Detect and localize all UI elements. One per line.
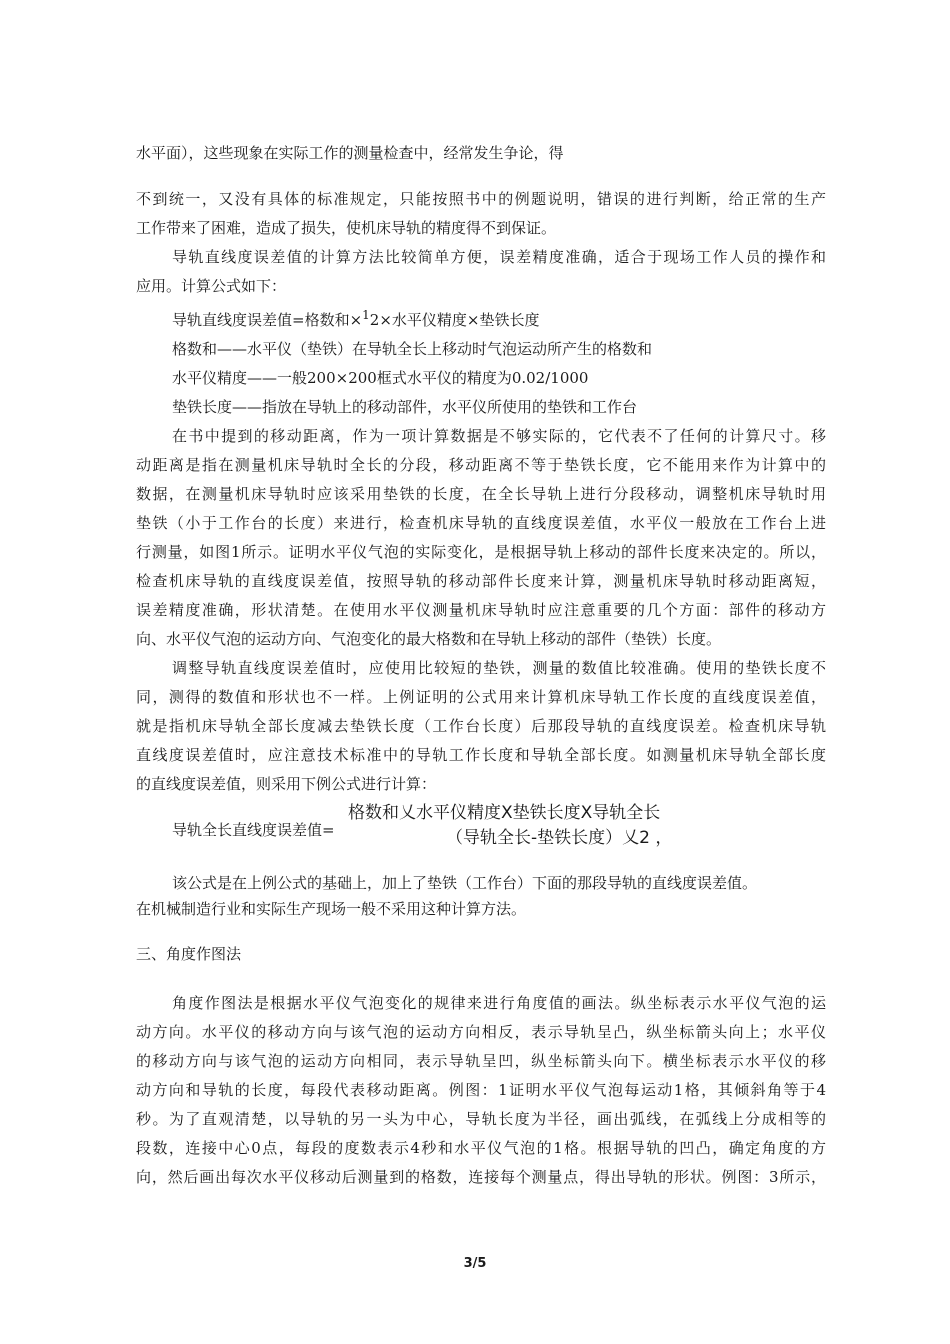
definition-item: 垫铁长度——指放在导轨上的移动部件，水平仪所使用的垫铁和工作台 bbox=[172, 398, 638, 416]
paragraph-line: 动方向和导轨的长度，每段代表移动距离。例图：1证明水平仪气泡每运动1格，其倾斜角等于4 bbox=[136, 1081, 826, 1099]
paragraph-line: 不到统一，又没有具体的标准规定，只能按照书中的例题说明，错误的进行判断，给正常的生产 bbox=[136, 190, 826, 208]
paragraph-line: 应用。计算公式如下： bbox=[136, 277, 287, 295]
formula-numerator: 格数和乂水平仪精度X垫铁长度X导轨全长 bbox=[348, 803, 661, 823]
paragraph-line: 调整导轨直线度误差值时，应使用比较短的垫铁，测量的数值比较准确。使用的垫铁长度不 bbox=[172, 659, 826, 677]
paragraph-line: 误差精度准确，形状清楚。在使用水平仪测量机床导轨时应注意重要的几个方面：部件的移动方 bbox=[136, 601, 826, 619]
section-heading: 三、角度作图法 bbox=[136, 945, 242, 963]
paragraph-line: 在机械制造行业和实际生产现场一般不采用这种计算方法。 bbox=[136, 900, 527, 918]
paragraph-line: 检查机床导轨的直线度误差值，按照导轨的移动部件长度来计算，测量机床导轨时移动距离短， bbox=[136, 572, 826, 590]
definition-item: 水平仪精度——一般200×200框式水平仪的精度为0.02/1000 bbox=[172, 369, 589, 387]
paragraph-line: 的直线度误差值，则采用下例公式进行计算： bbox=[136, 775, 437, 793]
paragraph-line: 同，测得的数值和形状也不一样。上例证明的公式用来计算机床导轨工作长度的直线度误差值， bbox=[136, 688, 826, 706]
formula-full-length-label: 导轨全长直线度误差值= bbox=[172, 821, 335, 839]
paragraph-line: 行测量，如图1所示。证明水平仪气泡的实际变化，是根据导轨上移动的部件长度来决定的。所以， bbox=[136, 543, 826, 561]
paragraph-line: 向，然后画出每次水平仪移动后测量到的格数，连接每个测量点，得出导轨的形状。例图：3所示， bbox=[136, 1168, 826, 1186]
paragraph-line: 直线度误差值时，应注意技术标准中的导轨工作长度和导轨全部长度。如测量机床导轨全部长度 bbox=[136, 746, 826, 764]
formula-denominator: （导轨全长-垫铁长度）乂2 ， bbox=[446, 828, 673, 848]
paragraph-line: 秒。为了直观清楚，以导轨的另一头为中心，导轨长度为半径，画出弧线，在弧线上分成相等的 bbox=[136, 1110, 826, 1128]
paragraph-line: 动方向。水平仪的移动方向与该气泡的运动方向相反，表示导轨呈凸，纵坐标箭头向上；水平仪 bbox=[136, 1023, 826, 1041]
definition-item: 格数和——水平仪（垫铁）在导轨全长上移动时气泡运动所产生的格数和 bbox=[172, 340, 653, 358]
paragraph-line: 段数，连接中心0点，每段的度数表示4秒和水平仪气泡的1格。根据导轨的凹凸，确定角度的方 bbox=[136, 1139, 826, 1157]
formula-prefix: 导轨直线度误差值=格数和× bbox=[172, 311, 363, 329]
paragraph-line: 该公式是在上例公式的基础上，加上了垫铁（工作台）下面的那段导轨的直线度误差值。 bbox=[172, 874, 758, 892]
paragraph-continuation: 水平面），这些现象在实际工作的测量检查中，经常发生争论，得 bbox=[136, 144, 564, 162]
paragraph-line: 角度作图法是根据水平仪气泡变化的规律来进行角度值的画法。纵坐标表示水平仪气泡的运 bbox=[172, 994, 826, 1012]
paragraph-line: 的移动方向与该气泡的运动方向相同，表示导轨呈凹，纵坐标箭头向下。横坐标表示水平仪的移 bbox=[136, 1052, 826, 1070]
paragraph-line: 向、水平仪气泡的运动方向、气泡变化的最大格数和在导轨上移动的部件（垫铁）长度。 bbox=[136, 630, 722, 648]
paragraph-line: 工作带来了困难，造成了损失，使机床导轨的精度得不到保证。 bbox=[136, 219, 557, 237]
page-number: 3/5 bbox=[463, 1256, 487, 1271]
formula-straightness bbox=[172, 310, 826, 331]
paragraph-line: 导轨直线度误差值的计算方法比较简单方便，误差精度准确，适合于现场工作人员的操作和 bbox=[172, 248, 826, 266]
paragraph-line: 在书中提到的移动距离，作为一项计算数据是不够实际的，它代表不了任何的计算尺寸。移 bbox=[172, 427, 826, 445]
paragraph-line: 垫铁（小于工作台的长度）来进行，检查机床导轨的直线度误差值，水平仪一般放在工作台上进 bbox=[136, 514, 826, 532]
formula-superscript: 1 bbox=[362, 308, 370, 322]
paragraph-line: 动距离是指在测量机床导轨时全长的分段，移动距离不等于垫铁长度，它不能用来作为计算中的 bbox=[136, 456, 826, 474]
paragraph-line: 数据，在测量机床导轨时应该采用垫铁的长度，在全长导轨上进行分段移动，调整机床导轨时用 bbox=[136, 485, 826, 503]
formula-suffix: 2×水平仪精度×垫铁长度 bbox=[369, 311, 540, 329]
paragraph-line: 就是指机床导轨全部长度减去垫铁长度（工作台长度）后那段导轨的直线度误差。检查机床导轨 bbox=[136, 717, 826, 735]
